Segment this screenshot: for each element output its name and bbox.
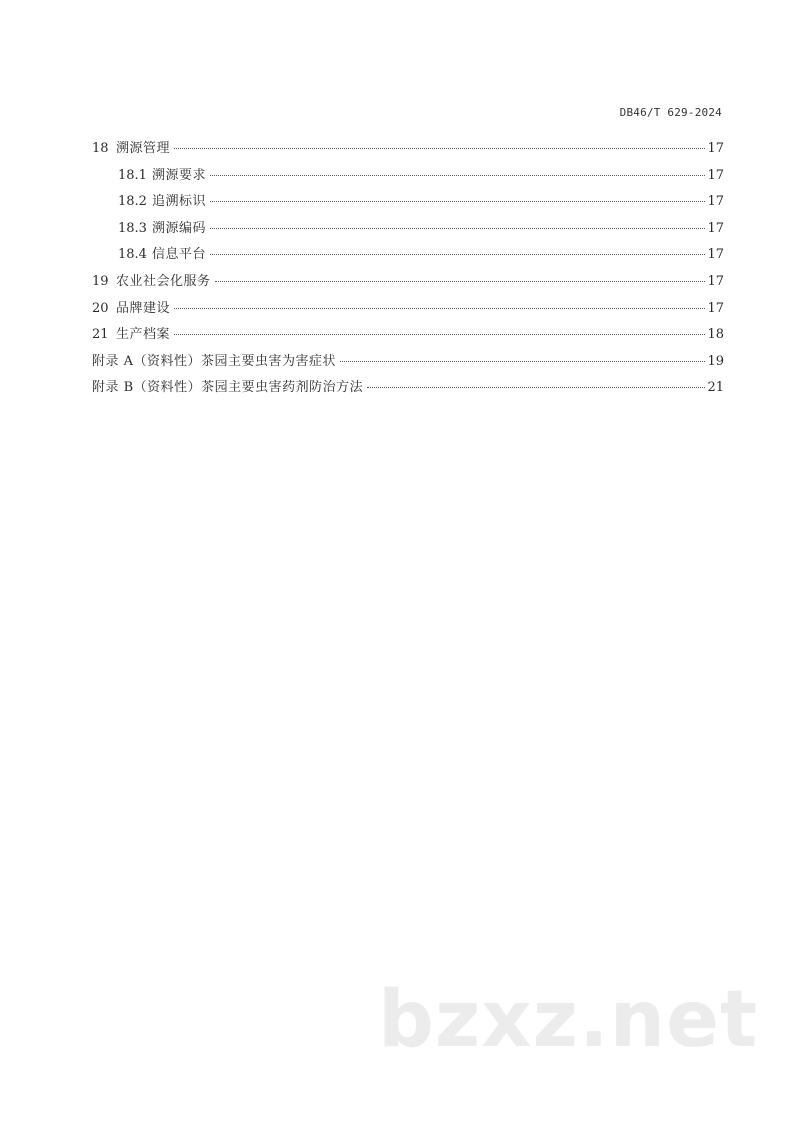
toc-entry-title: 附录 B（资料性）茶园主要虫害药剂防治方法 xyxy=(92,380,364,396)
toc-leader-dots xyxy=(174,324,705,335)
toc-leader-dots xyxy=(210,165,705,176)
toc-leader-dots xyxy=(210,191,705,202)
toc-entry-page: 18 xyxy=(707,327,724,343)
toc-leader-dots xyxy=(215,271,706,282)
toc-appendix-entry[interactable] xyxy=(92,349,724,376)
toc-entry-page: 21 xyxy=(707,380,724,396)
toc-leader-dots xyxy=(174,138,705,149)
toc-entry-title: 追溯标识 xyxy=(152,194,207,210)
toc-entry-title: 农业社会化服务 xyxy=(116,273,211,289)
toc-leader-dots xyxy=(174,298,705,309)
toc-entry-title: 溯源编码 xyxy=(152,220,207,236)
toc-entry-title: 品牌建设 xyxy=(116,300,171,316)
toc-entry-number: 21 xyxy=(92,327,109,343)
toc-entry-number: 20 xyxy=(92,300,109,316)
toc-leader-dots xyxy=(340,351,705,362)
toc-entry-title: 附录 A（资料性）茶园主要虫害为害症状 xyxy=(92,353,337,369)
toc-entry-page: 17 xyxy=(707,300,724,316)
toc-entry-page: 17 xyxy=(707,141,724,156)
toc-entry[interactable] xyxy=(92,269,724,296)
toc-entry-number: 18 xyxy=(92,141,109,156)
toc-entry-page: 17 xyxy=(707,220,724,236)
table-of-contents xyxy=(92,136,724,402)
toc-leader-dots xyxy=(367,377,705,388)
toc-appendix-entry[interactable] xyxy=(92,375,724,402)
toc-entry-page: 17 xyxy=(707,194,724,210)
toc-entry-number: 18.4 xyxy=(118,247,147,263)
toc-entry-title: 生产档案 xyxy=(116,327,171,343)
toc-entry[interactable] xyxy=(92,322,724,349)
toc-leader-dots xyxy=(210,218,705,229)
toc-entry[interactable] xyxy=(92,136,724,163)
toc-leader-dots xyxy=(210,244,705,255)
toc-entry[interactable] xyxy=(92,296,724,323)
toc-entry-number: 18.2 xyxy=(118,194,147,210)
toc-entry-number: 18.3 xyxy=(118,220,147,236)
toc-entry[interactable] xyxy=(92,242,724,269)
toc-entry[interactable] xyxy=(92,189,724,216)
toc-entry-page: 17 xyxy=(707,247,724,263)
toc-entry-page: 17 xyxy=(707,167,724,183)
toc-entry-page: 17 xyxy=(707,273,724,289)
toc-entry[interactable] xyxy=(92,163,724,190)
toc-entry[interactable] xyxy=(92,216,724,243)
toc-entry-title: 溯源要求 xyxy=(152,167,207,183)
toc-entry-page: 19 xyxy=(707,353,724,369)
toc-entry-number: 18.1 xyxy=(118,167,147,183)
site-watermark: bzxz.net xyxy=(378,975,759,1065)
document-code: DB46/T 629-2024 xyxy=(619,106,722,119)
toc-entry-number: 19 xyxy=(92,273,109,289)
toc-entry-title: 信息平台 xyxy=(152,247,207,263)
toc-entry-title: 溯源管理 xyxy=(116,141,171,156)
